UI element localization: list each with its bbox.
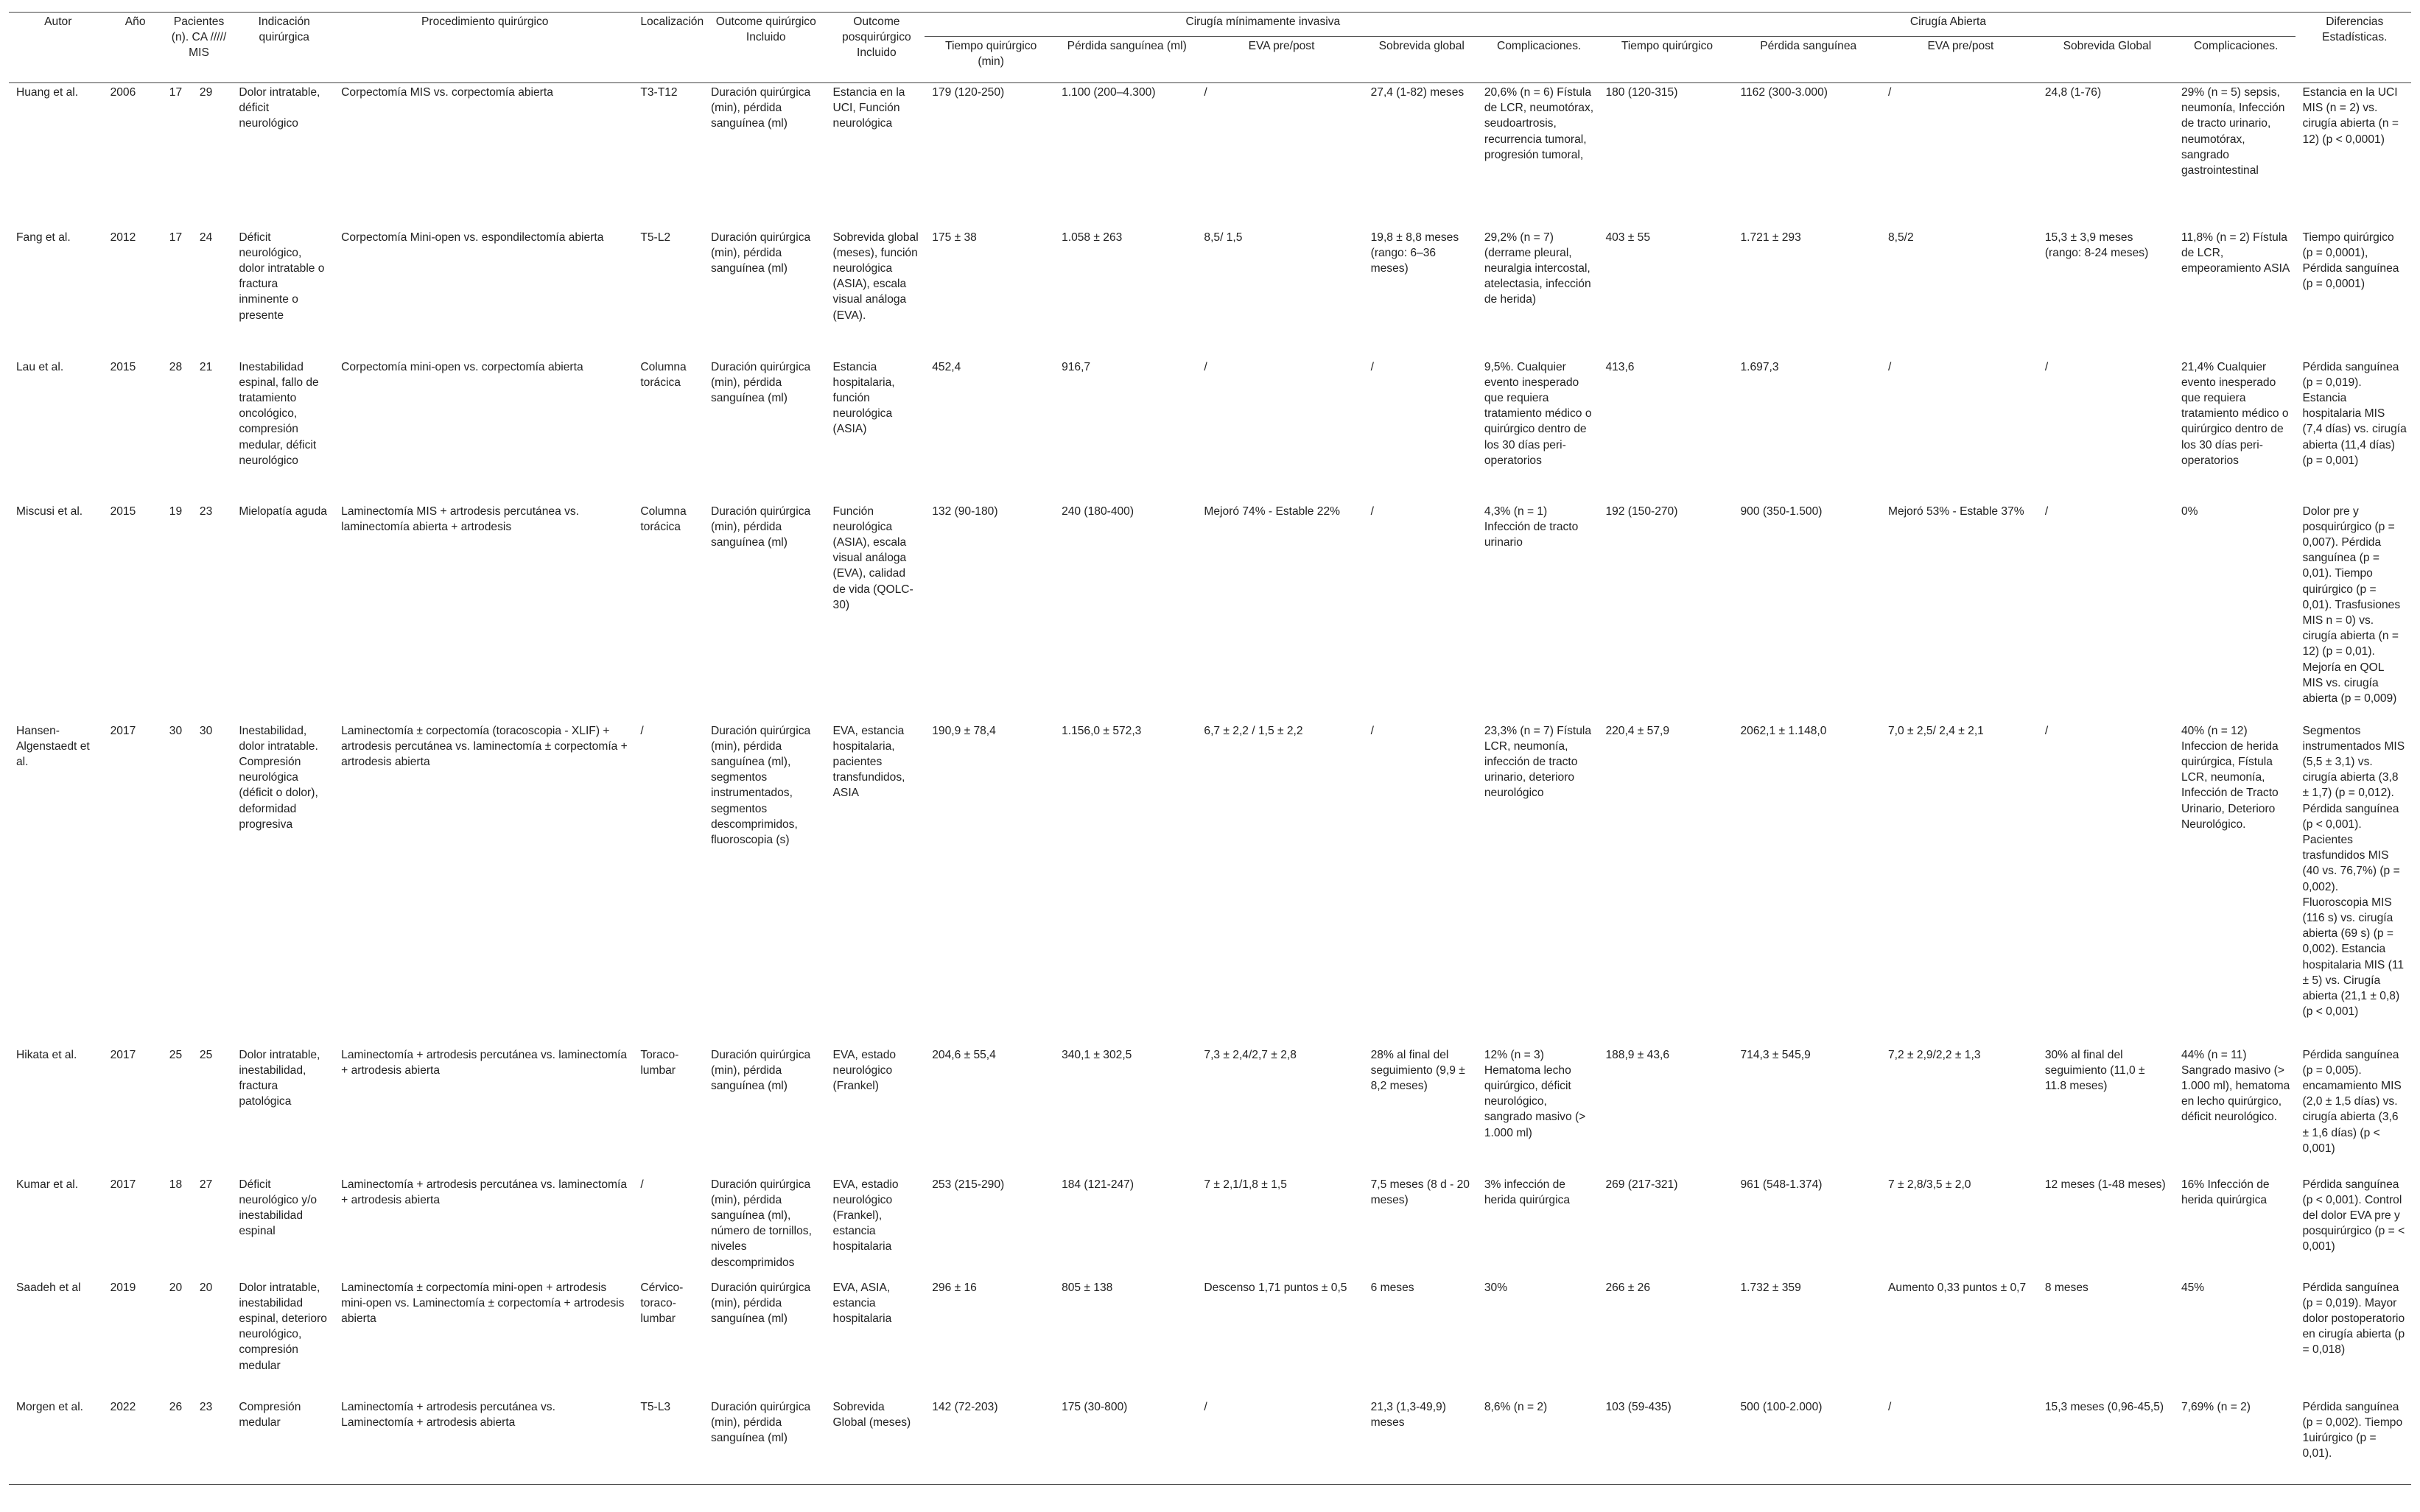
cell-anio: 2022 [105,1398,164,1485]
cell-comp-mis: 23,3% (n = 7) Fístula LCR, neumonía, infección de tracto urinario, deterioro neurológico [1484,724,1592,800]
cell-localizacion: T5-L3 [633,1398,704,1485]
comparison-table [9,12,2411,1485]
cell-diferencias: Estancia en la UCI MIS (n = 2) vs. cirugía abierta (n = 12) (p < 0,0001) [2302,86,2399,146]
cell-tiempo-mis: 175 ± 38 [932,231,977,244]
col-sobrevida-open: Sobrevida Global [2038,37,2174,83]
cell-autor: Kumar et al. [16,1178,79,1191]
cell-indicacion: Dolor intratable, déficit neurológico [239,86,320,130]
cell-eva-mis: 7 ± 2,1/1,8 ± 1,5 [1204,1178,1287,1191]
col-eva-mis: EVA pre/post [1196,37,1363,83]
cell-comp-open: 21,4% Cualquier evento inesperado que requiera tratamiento médico o quirúrgico dentro de los 30 días peri-operatorios [2181,360,2289,467]
table-row [9,1279,2411,1398]
table-row [9,1175,2411,1279]
cell-perdida-mis: 175 (30-800) [1054,1398,1196,1485]
cell-sobrevida-open: 8 meses [2044,1281,2088,1294]
cell-eva-open: / [1888,360,1892,373]
cell-sobrevida-mis: / [1370,360,1374,373]
cell-anio: 2006 [110,86,136,99]
cell-perdida-open: 714,3 ± 545,9 [1740,1048,1811,1061]
cell-outcome-q: Duración quirúrgica (min), pérdida sanguínea (ml) [704,1398,826,1485]
cell-tiempo-mis: 179 (120-250) [932,86,1005,99]
cell-indicacion: Déficit neurológico, dolor intratable o fractura inminente o presente [239,231,325,322]
cell-procedimiento: Corpectomía Mini-open vs. espondilectomía abierta [341,231,604,244]
cell-eva-mis: / [1196,1398,1363,1485]
cell-procedimiento: Laminectomía + artrodesis percutánea vs. laminectomía + artrodesis abierta [341,1048,628,1077]
cell-diferencias: Pérdida sanguínea (p = 0,002). Tiempo 1uirúrgico (p = 0,01). [2296,1398,2412,1485]
cell-tiempo-open: 188,9 ± 43,6 [1605,1048,1670,1061]
cell-ca: 18 [169,1178,183,1191]
cell-tiempo-open: 220,4 ± 57,9 [1605,724,1670,737]
cell-eva-open: Mejoró 53% - Estable 37% [1888,504,2024,518]
cell-comp-mis: 8,6% (n = 2) [1477,1398,1599,1485]
cell-eva-mis: 6,7 ± 2,2 / 1,5 ± 2,2 [1204,724,1303,737]
cell-eva-open: 7 ± 2,8/3,5 ± 2,0 [1888,1178,1971,1191]
cell-outcome-pq: EVA, ASIA, estancia hospitalaria [832,1281,892,1325]
cell-comp-mis: 30% [1484,1281,1508,1294]
cell-outcome-q: Duración quirúrgica (min), pérdida sanguínea (ml) [710,360,811,404]
cell-perdida-mis: 805 ± 138 [1062,1281,1113,1294]
cell-anio: 2017 [110,724,136,737]
table-header [9,13,2411,83]
cell-autor: Morgen et al. [9,1398,105,1485]
cell-eva-open: / [1881,1398,2038,1485]
cell-ca: 28 [169,360,183,373]
cell-diferencias: Dolor pre y posquirúrgico (p = 0,007). Pérdida sanguínea (p = 0,01). Tiempo quirúrgico (p = 0,01). Trasfusiones MIS n = 0) vs. cirugía abierta (n = 12) (p = 0,01). Mejoría en QOL MIS vs. cirugía abierta (p = 0,009) [2302,504,2401,705]
cell-anio: 2015 [110,360,136,373]
cell-tiempo-mis: 253 (215-290) [932,1178,1005,1191]
cell-indicacion: Mielopatía aguda [239,504,327,518]
cell-outcome-pq: Sobrevida Global (meses) [826,1398,925,1485]
col-indicacion: Indicación quirúrgica [231,13,334,83]
cell-indicacion: Inestabilidad espinal, fallo de tratamiento oncológico, compresión medular, déficit neurológico [239,360,319,467]
cell-anio: 2012 [110,231,136,244]
cell-sobrevida-open: 15,3 meses (0,96-45,5) [2038,1398,2174,1485]
cell-outcome-q: Duración quirúrgica (min), pérdida sanguínea (ml) [710,504,811,549]
col-eva-open: EVA pre/post [1881,37,2038,83]
cell-ca: 30 [169,724,183,737]
cell-outcome-q: Duración quirúrgica (min), pérdida sanguínea (ml) [710,86,811,130]
cell-perdida-open: 1.697,3 [1740,360,1779,373]
cell-perdida-mis: 340,1 ± 302,5 [1062,1048,1132,1061]
cell-eva-mis: / [1204,360,1207,373]
cell-localizacion: Columna torácica [640,360,687,389]
cell-eva-mis: Mejoró 74% - Estable 22% [1204,504,1341,518]
cell-eva-open: 8,5/2 [1888,231,1914,244]
col-perdida-mis: Pérdida sanguínea (ml) [1054,37,1196,83]
cell-tiempo-mis: 190,9 ± 78,4 [932,724,996,737]
cell-ca: 25 [169,1048,183,1061]
cell-perdida-open: 2062,1 ± 1.148,0 [1740,724,1827,737]
cell-autor: Miscusi et al. [16,504,83,518]
table-row [9,83,2411,228]
cell-autor: Fang et al. [16,231,71,244]
cell-outcome-pq: Estancia hospitalaria, función neurológica (ASIA) [832,360,895,436]
col-procedimiento: Procedimiento quirúrgico [334,13,633,83]
cell-tiempo-mis: 204,6 ± 55,4 [932,1048,996,1061]
cell-outcome-pq: EVA, estancia hospitalaria, pacientes transfundidos, ASIA [832,724,905,800]
cell-comp-mis: 4,3% (n = 1) Infección de tracto urinario [1484,504,1579,549]
cell-diferencias: Pérdida sanguínea (p = 0,019). Estancia hospitalaria MIS (7,4 días) vs. cirugía abierta (11,4 días) (p = 0,001) [2302,360,2407,467]
col-anio: Año [105,13,164,83]
cell-sobrevida-mis: 6 meses [1370,1281,1414,1294]
cell-outcome-q: Duración quirúrgica (min), pérdida sanguínea (ml) [710,1281,811,1325]
cell-sobrevida-mis: 21,3 (1,3-49,9) meses [1364,1398,1477,1485]
cell-outcome-q: Duración quirúrgica (min), pérdida sanguínea (ml) [710,1048,811,1092]
cell-eva-open: Aumento 0,33 puntos ± 0,7 [1888,1281,2027,1294]
col-perdida-open: Pérdida sanguínea [1733,37,1881,83]
cell-eva-open: 7,2 ± 2,9/2,2 ± 1,3 [1888,1048,1981,1061]
cell-comp-mis: 29,2% (n = 7) (derrame pleural, neuralgia intercostal, atelectasia, infección de herida) [1484,231,1591,306]
cell-ca: 17 [169,86,183,99]
cell-outcome-pq: Estancia en la UCI, Función neurológica [832,86,905,130]
cell-procedimiento: Laminectomía + artrodesis percutánea vs. laminectomía + artrodesis abierta [341,1178,628,1206]
cell-indicacion: Déficit neurológico y/o inestabilidad espinal [239,1178,318,1238]
cell-anio: 2017 [110,1048,136,1061]
cell-outcome-pq: Sobrevida global (meses), función neurológica (ASIA), escala visual análoga (EVA). [832,231,919,322]
cell-perdida-mis: 1.058 ± 263 [1062,231,1123,244]
cell-mis: 25 [199,1048,213,1061]
cell-procedimiento: Laminectomía ± corpectomía mini-open + artrodesis mini-open vs. Laminectomía ± corpectomía + artrodesis abierta [341,1281,625,1325]
cell-comp-open: 0% [2181,504,2198,518]
cell-comp-open: 45% [2181,1281,2205,1294]
cell-autor: Hansen-Algenstaedt et al. [16,724,90,768]
cell-ca: 17 [169,231,183,244]
cell-outcome-pq: EVA, estadio neurológico (Frankel), estancia hospitalaria [832,1178,899,1253]
cell-comp-open: 11,8% (n = 2) Fístula de LCR, empeoramiento ASIA [2181,231,2290,275]
cell-localizacion: T3-T12 [640,86,678,99]
cell-ca: 20 [169,1281,183,1294]
cell-eva-mis: 7,3 ± 2,4/2,7 ± 2,8 [1204,1048,1297,1061]
cell-comp-open: 29% (n = 5) sepsis, neumonía, Infección de tracto urinario, neumotórax, sangrado gastrointestinal [2181,86,2285,177]
col-complicaciones-open: Complicaciones. [2174,37,2296,83]
cell-localizacion: Cérvico-toraco-lumbar [640,1281,684,1325]
cell-perdida-open: 500 (100-2.000) [1733,1398,1881,1485]
cell-autor: Hikata et al. [16,1048,77,1061]
col-localizacion: Localización [633,13,704,83]
group-open: Cirugía Abierta [1598,13,2295,37]
cell-procedimiento: Corpectomía mini-open vs. corpectomía abierta [341,360,583,373]
cell-procedimiento: Laminectomía MIS + artrodesis percutánea vs. laminectomía abierta + artrodesis [341,504,579,533]
col-tiempo-mis: Tiempo quirúrgico (min) [925,37,1054,83]
cell-localizacion: T5-L2 [640,231,671,244]
table-row [9,502,2411,722]
col-outcome-quirurgico: Outcome quirúrgico Incluido [704,13,826,83]
cell-perdida-mis: 240 (180-400) [1062,504,1134,518]
cell-tiempo-mis: 452,4 [932,360,961,373]
table-row [9,722,2411,1046]
cell-sobrevida-open: 30% al final del seguimiento (11,0 ± 11.8 meses) [2044,1048,2145,1092]
cell-mis: 29 [199,86,213,99]
table-row [9,1398,2411,1485]
cell-mis: 30 [199,724,213,737]
cell-tiempo-mis: 132 (90-180) [932,504,998,518]
cell-comp-mis: 3% infección de herida quirúrgica [1484,1178,1571,1206]
cell-perdida-open: 900 (350-1.500) [1740,504,1823,518]
cell-mis: 23 [199,504,213,518]
cell-procedimiento: Laminectomía + artrodesis percutánea vs. Laminectomía + artrodesis abierta [334,1398,633,1485]
cell-sobrevida-open: / [2044,724,2049,737]
cell-outcome-q: Duración quirúrgica (min), pérdida sanguínea (ml) [710,231,811,275]
col-diferencias: Diferencias Estadísticas. [2296,13,2412,83]
cell-indicacion: Inestabilidad, dolor intratable. Compresión neurológica (déficit o dolor), deformidad progresiva [239,724,318,831]
cell-mis: 27 [199,1178,213,1191]
cell-autor: Lau et al. [16,360,64,373]
cell-diferencias: Pérdida sanguínea (p < 0,001). Control del dolor EVA pre y posquirúrgico (p = < 0,001) [2302,1178,2405,1253]
col-sobrevida-mis: Sobrevida global [1364,37,1477,83]
cell-outcome-q: Duración quirúrgica (min), pérdida sanguínea (ml), segmentos instrumentados, segmentos descomprimidos, fluoroscopia (s) [710,724,811,846]
cell-mis: 24 [199,231,213,244]
cell-diferencias: Tiempo quirúrgico (p = 0,0001), Pérdida sanguínea (p = 0,0001) [2302,231,2399,291]
cell-outcome-pq: EVA, estado neurológico (Frankel) [832,1048,897,1092]
cell-diferencias: Segmentos instrumentados MIS (5,5 ± 3,1) vs. cirugía abierta (3,8 ± 1,7) (p = 0,012). Pérdida sanguínea (p < 0,001). Pacientes trasfundidos MIS (40 vs. 76,7%) (p = 0,002). Fluoroscopia MIS (116 s) vs. cirugía abierta (69 s) (p = 0,002). Estancia hospitalaria MIS (11 ± 5) vs. Cirugía abierta (21,1 ± 0,8) (p < 0,001) [2302,724,2405,1019]
cell-tiempo-open: 192 (150-270) [1605,504,1678,518]
cell-tiempo-open: 180 (120-315) [1605,86,1678,99]
col-pacientes: Pacientes (n). CA ///// MIS [164,13,232,83]
cell-anio: 2017 [110,1178,136,1191]
cell-tiempo-open: 103 (59-435) [1598,1398,1733,1485]
cell-autor: Huang et al. [16,86,79,99]
cell-comp-mis: 20,6% (n = 6) Fístula de LCR, neumotórax, seudoartrosis, recurrencia tumoral, progresión tumoral, [1484,86,1594,161]
table-row [9,1046,2411,1175]
cell-localizacion: Toraco-lumbar [640,1048,679,1077]
cell-sobrevida-open: 24,8 (1-76) [2044,86,2102,99]
cell-tiempo-mis: 142 (72-203) [925,1398,1054,1485]
cell-ca: 26 [164,1398,194,1485]
cell-tiempo-mis: 296 ± 16 [932,1281,977,1294]
col-outcome-posquirurgico: Outcome posquirúrgico Incluido [826,13,925,83]
cell-sobrevida-mis: 28% al final del seguimiento (9,9 ± 8,2 meses) [1370,1048,1465,1092]
cell-eva-mis: / [1204,86,1207,99]
cell-localizacion: / [640,1178,644,1191]
cell-localizacion: Columna torácica [640,504,687,533]
cell-eva-mis: 8,5/ 1,5 [1204,231,1243,244]
cell-mis: 23 [194,1398,231,1485]
cell-sobrevida-open: / [2044,504,2049,518]
cell-comp-mis: 12% (n = 3) Hematoma lecho quirúrgico, déficit neurológico, sangrado masivo (> 1.000 ml) [1484,1048,1586,1139]
cell-sobrevida-open: / [2044,360,2049,373]
cell-autor: Saadeh et al [16,1281,81,1294]
cell-tiempo-open: 266 ± 26 [1605,1281,1651,1294]
cell-perdida-mis: 916,7 [1062,360,1091,373]
cell-anio: 2015 [110,504,136,518]
cell-perdida-open: 1.732 ± 359 [1740,1281,1801,1294]
cell-comp-mis: 9,5%. Cualquier evento inesperado que requiera tratamiento médico o quirúrgico dentro de los 30 días peri-operatorios [1484,360,1592,467]
cell-sobrevida-open: 12 meses (1-48 meses) [2044,1178,2166,1191]
cell-indicacion: Dolor intratable, inestabilidad, fractura patológica [239,1048,320,1108]
cell-sobrevida-open: 15,3 ± 3,9 meses (rango: 8-24 meses) [2044,231,2149,259]
cell-mis: 21 [199,360,213,373]
cell-eva-open: / [1888,86,1892,99]
cell-procedimiento: Corpectomía MIS vs. corpectomía abierta [341,86,553,99]
cell-diferencias: Pérdida sanguínea (p = 0,005). encamamiento MIS (2,0 ± 1,5 días) vs. cirugía abierta (3,6 ± 1,6 días) (p < 0,001) [2302,1048,2402,1155]
cell-tiempo-open: 403 ± 55 [1605,231,1651,244]
cell-localizacion: / [640,724,644,737]
cell-perdida-mis: 1.156,0 ± 572,3 [1062,724,1142,737]
cell-sobrevida-mis: / [1370,724,1374,737]
cell-sobrevida-mis: 7,5 meses (8 d - 20 meses) [1370,1178,1470,1206]
cell-indicacion: Compresión medular [231,1398,334,1485]
group-mis: Cirugía mínimamente invasiva [925,13,1598,37]
cell-diferencias: Pérdida sanguínea (p = 0,019). Mayor dolor postoperatorio en cirugía abierta (p = 0,018) [2302,1281,2405,1357]
cell-outcome-q: Duración quirúrgica (min), pérdida sanguínea (ml), número de tornillos, niveles descomprimidos [710,1178,812,1269]
cell-procedimiento: Laminectomía ± corpectomía (toracoscopia - XLIF) + artrodesis percutánea vs. laminectomía ± corpectomía + artrodesis abierta [341,724,628,768]
cell-outcome-pq: Función neurológica (ASIA), escala visual análoga (EVA), calidad de vida (QOLC-30) [832,504,913,611]
cell-eva-mis: Descenso 1,71 puntos ± 0,5 [1204,1281,1347,1294]
table-row [9,228,2411,358]
cell-perdida-open: 1162 (300-3.000) [1740,86,1828,99]
cell-tiempo-open: 413,6 [1605,360,1635,373]
col-autor: Autor [9,13,105,83]
cell-eva-open: 7,0 ± 2,5/ 2,4 ± 2,1 [1888,724,1984,737]
cell-indicacion: Dolor intratable, inestabilidad espinal, deterioro neurológico, compresión medular [239,1281,327,1372]
cell-sobrevida-mis: 27,4 (1-82) meses [1370,86,1465,99]
col-complicaciones-mis: Complicaciones. [1477,37,1599,83]
cell-anio: 2019 [110,1281,136,1294]
cell-comp-open: 40% (n = 12) Infeccion de herida quirúrgica, Fístula LCR, neumonía, Infección de Tracto Urinario, Deterioro Neurológico. [2181,724,2279,831]
cell-perdida-mis: 1.100 (200–4.300) [1062,86,1156,99]
cell-tiempo-open: 269 (217-321) [1605,1178,1678,1191]
cell-sobrevida-mis: 19,8 ± 8,8 meses (rango: 6–36 meses) [1370,231,1459,275]
cell-perdida-open: 1.721 ± 293 [1740,231,1801,244]
table-row [9,358,2411,502]
cell-ca: 19 [169,504,183,518]
cell-comp-open: 44% (n = 11) Sangrado masivo (> 1.000 ml), hematoma en lecho quirúrgico, déficit neurológico. [2181,1048,2290,1124]
cell-sobrevida-mis: / [1370,504,1374,518]
cell-perdida-mis: 184 (121-247) [1062,1178,1134,1191]
col-tiempo-open: Tiempo quirúrgico [1598,37,1733,83]
table-body [9,83,2411,1485]
cell-perdida-open: 961 (548-1.374) [1740,1178,1823,1191]
cell-mis: 20 [199,1281,213,1294]
cell-comp-open: 7,69% (n = 2) [2174,1398,2296,1485]
header-group-row [9,13,2411,37]
cell-comp-open: 16% Infección de herida quirúrgica [2181,1178,2270,1206]
